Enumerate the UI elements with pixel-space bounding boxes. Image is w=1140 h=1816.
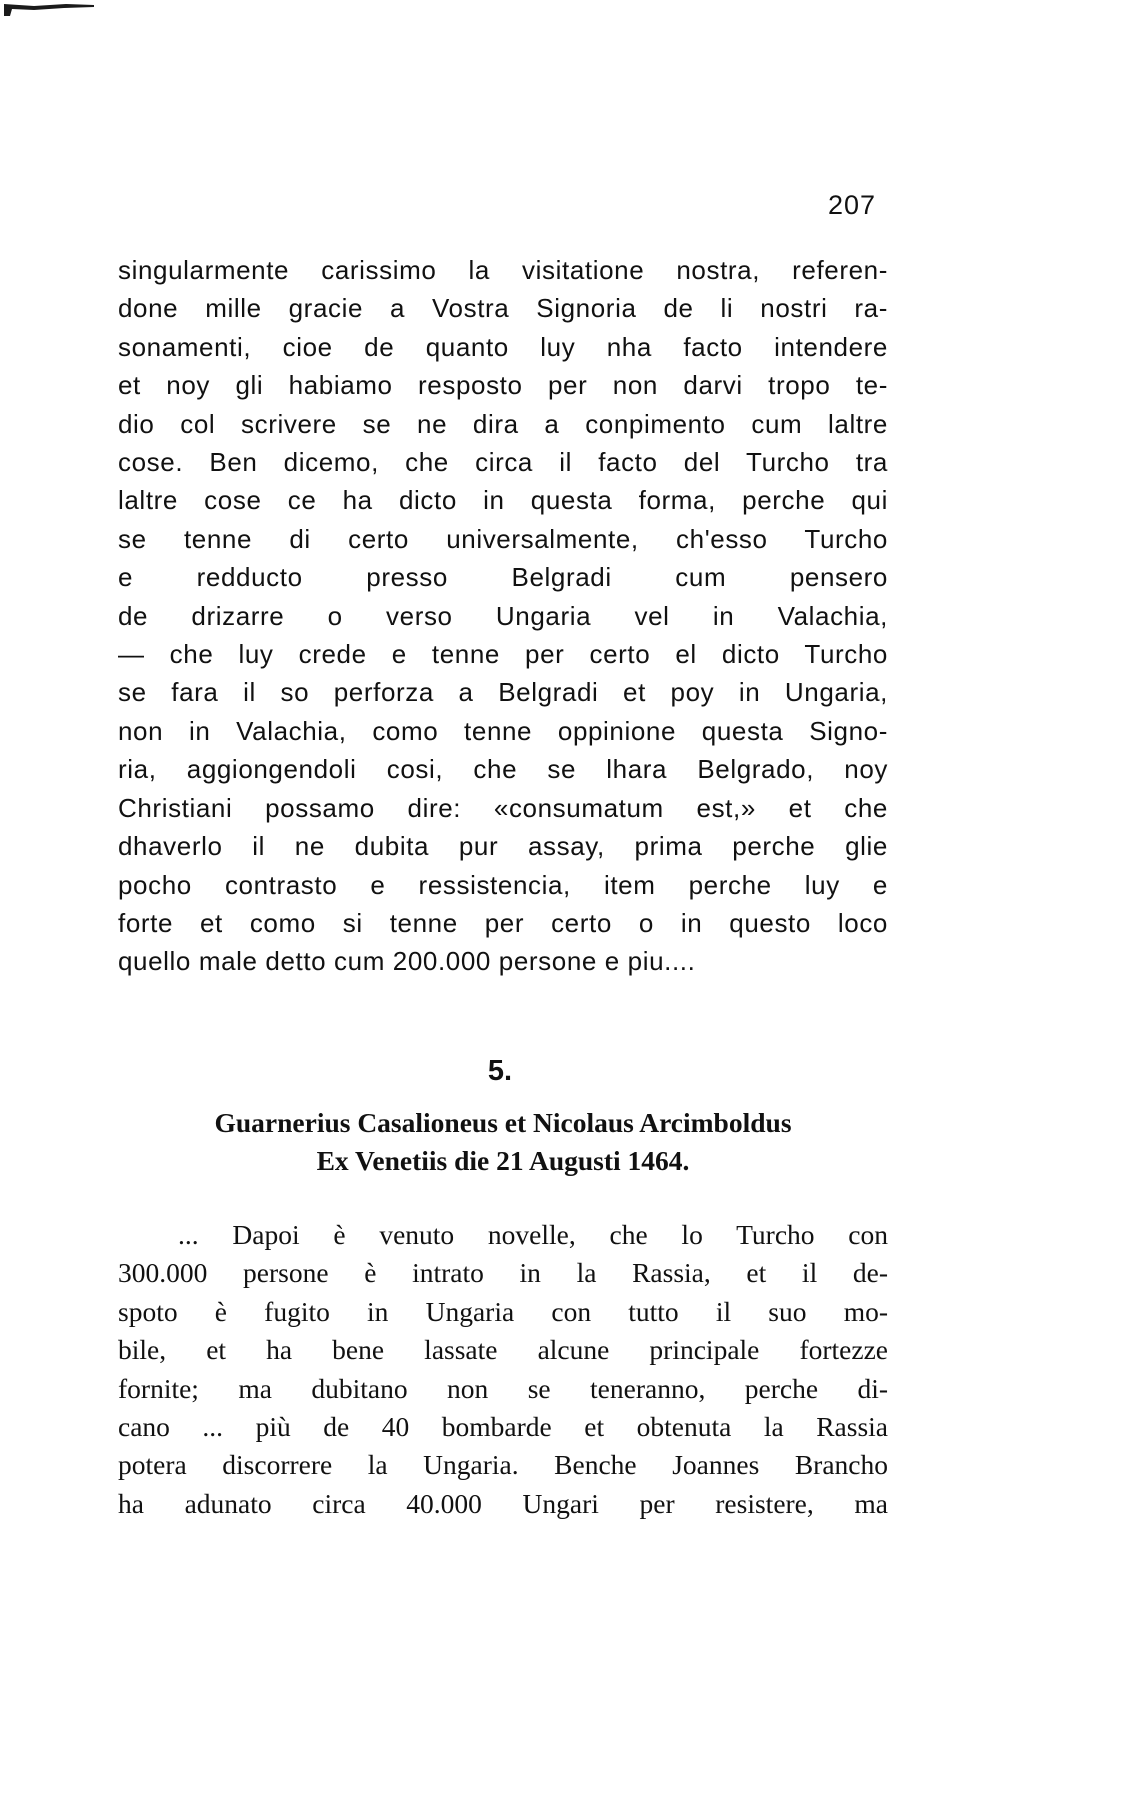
scan-artifact-mark (4, 2, 94, 16)
text-line: se tenne di certo universalmente, ch'esso Turcho (118, 523, 888, 554)
text-line: — che luy crede e tenne per certo el dicto Turcho (118, 639, 888, 670)
paragraph-letter-excerpt (118, 1216, 888, 1523)
text-line: dhaverlo il ne dubita pur assay, prima perche glie (118, 831, 888, 862)
text-line: cose. Ben dicemo, che circa il facto del Turcho tra (118, 447, 888, 478)
text-line: fornite; ma dubitano non se teneranno, perche di- (118, 1372, 888, 1404)
text-line: quello male detto cum 200.000 persone e piu.... (118, 946, 696, 977)
text-line: singularmente carissimo la visitatione nostra, referen- (118, 255, 888, 285)
text-line: de drizarre o verso Ungaria vel in Valachia, (118, 600, 888, 631)
text-line: done mille gracie a Vostra Signoria de li nostri ra- (118, 293, 888, 324)
text-line: ... Dapoi è venuto novelle, che lo Turcho con (178, 1219, 888, 1250)
text-line: non in Valachia, como tenne oppinione questa Signo- (118, 715, 888, 746)
heading-line-authors: Guarnerius Casalioneus et Nicolaus Arcimboldus (214, 1107, 792, 1138)
page-number: 207 (827, 190, 876, 220)
section-heading (118, 1104, 888, 1181)
text-line: forte et como si tenne per certo o in questo loco (118, 907, 888, 938)
text-line: dio col scrivere se ne dira a conpimento cum laltre (118, 408, 888, 439)
text-line: ria, aggiongendoli cosi, che se lhara Belgrado, noy (118, 754, 888, 785)
section-number: 5. (487, 1055, 513, 1087)
text-line: cano ... più de 40 bombarde et obtenuta la Rassia (118, 1411, 888, 1443)
text-line: spoto è fugito in Ungaria con tutto il suo mo- (118, 1295, 888, 1327)
text-line: potera discorrere la Ungaria. Benche Joannes Brancho (118, 1449, 888, 1481)
text-line: sonamenti, cioe de quanto luy nha facto intendere (118, 331, 888, 362)
heading-line-date: Ex Venetiis die 21 Augusti 1464. (316, 1145, 690, 1177)
text-line: Christiani possamo dire: «consumatum est,» et che (118, 792, 888, 823)
text-line: bile, et ha bene lassate alcune principale fortezze (118, 1334, 888, 1366)
text-line: laltre cose ce ha dicto in questa forma, perche qui (118, 485, 888, 516)
text-line: 300.000 persone è intrato in la Rassia, et il de- (118, 1257, 888, 1289)
text-line: ha adunato circa 40.000 Ungari per resistere, ma (118, 1487, 888, 1519)
text-line: e redducto presso Belgradi cum pensero (118, 562, 888, 593)
paragraph-letter-body (118, 251, 888, 981)
text-line: pocho contrasto e ressistencia, item perche luy e (118, 869, 888, 900)
text-line: se fara il so perforza a Belgradi et poy in Ungaria, (118, 677, 888, 708)
text-line: et noy gli habiamo resposto per non darvi tropo te- (118, 370, 888, 401)
